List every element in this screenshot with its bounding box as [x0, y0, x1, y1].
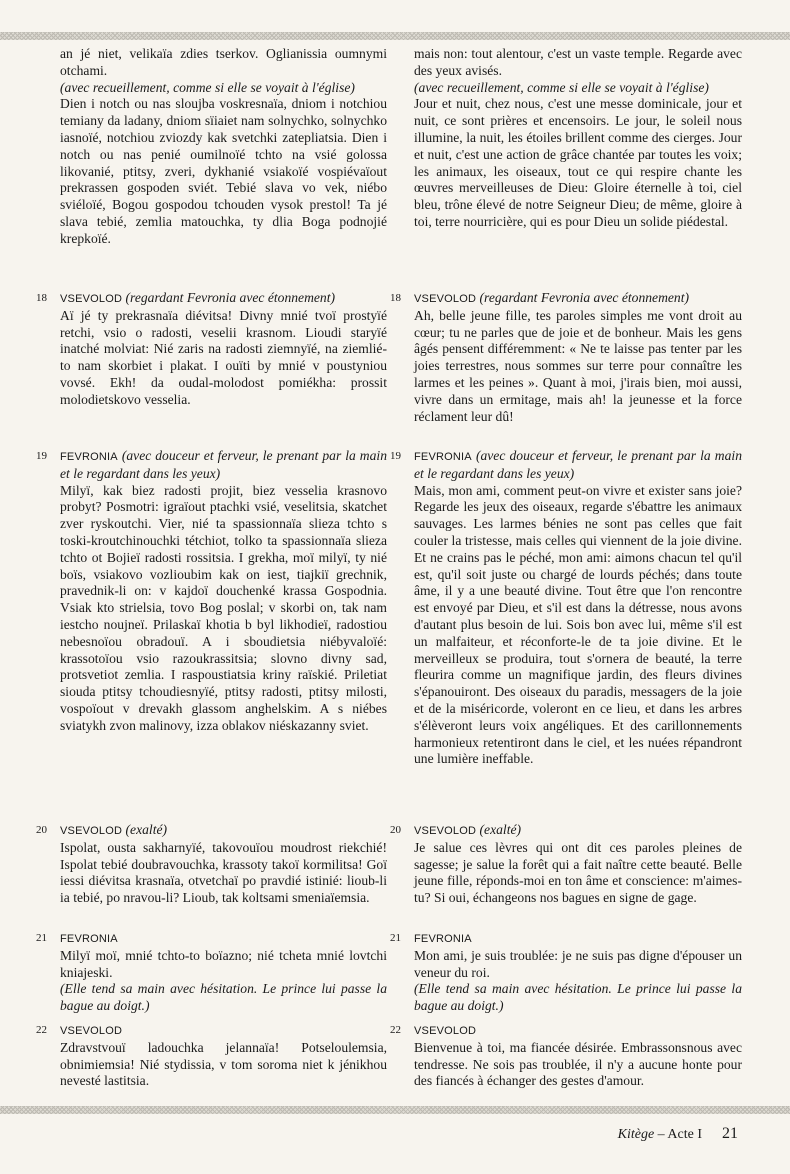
- stage-direction: (Elle tend sa main avec hésitation. Le prince lui passe la bague au doigt.): [414, 981, 742, 1014]
- dialogue-text: Je salue ces lèvres qui ont dit ces paroles pleines de sagesse; je salue la forêt qui a fait naître cette beauté. Belle jeune fille, réponds-moi en ton âme et conscience: m'aimes-tu? Si oui, échangeons nos bagues en signe de gage.: [414, 839, 742, 906]
- stage-direction: (Elle tend sa main avec hésitation. Le prince lui passe la bague au doigt.): [60, 981, 387, 1014]
- section-body: [60, 930, 387, 1015]
- right-section-20: [390, 822, 742, 907]
- stage-direction: (avec douceur et ferveur, le prenant par la main et le regardant dans les yeux): [60, 448, 387, 481]
- stage-direction: (exalté): [479, 822, 522, 837]
- stage-direction: (exalté): [125, 822, 168, 837]
- right-section-18: [390, 290, 742, 425]
- section-body: [60, 1022, 387, 1090]
- dialogue-text: Dien i notch ou nas sloujba voskresnaïa, dniom i notchiou temiany da ladany, dniom sïiaiet nam solnychko, solnychko iasnoïé, notchiou zviozdy kak svetchki zatepliatsia. Dien i notch ou nas penié oumilnoïé tchto na vsié golossa likovanié, ptitsy, zveri, dykhanié vsiakoïé vospiévaïout prekrassen gospoden sviét. Tebié slava vo vek, niébo sviéloïé, Bogou gospodou tchouden vysok prestol! Ta jé slava tebié, zemlia matouchka, ty dlia Boga podnojié krepkoïé.: [60, 96, 387, 246]
- speaker-line: [60, 930, 387, 948]
- speaker-line: [60, 822, 387, 840]
- speaker-line: [60, 290, 387, 308]
- dialogue-text: Ispolat, ousta sakharnyïé, takovouïou moudrost riekchié! Ispolat tebié doubravouchka, krassoty takoï kormilitsa! Goï iessi diévitsa krasnaïa, otvetchaï po pravdié istinié: lioub-li ia tebié, po nravou-li? Lioub, tak koltsami smeniaïemsia.: [60, 839, 387, 906]
- page-number: 21: [722, 1125, 738, 1142]
- stage-direction: (regardant Fevronia avec étonnement): [125, 290, 336, 305]
- top-border-band: [0, 32, 790, 40]
- speaker-line: [414, 448, 742, 483]
- section-body: [60, 448, 387, 735]
- left-section-21: [36, 930, 387, 1015]
- section-number: 22: [390, 1024, 401, 1036]
- stage-direction: (avec douceur et ferveur, le prenant par la main et le regardant dans les yeux): [414, 448, 742, 481]
- section-body: [60, 822, 387, 907]
- speaker-line: [414, 1022, 742, 1040]
- dialogue-text: an jé niet, velikaïa zdies tserkov. Oglianissia oumnymi otchami.: [60, 46, 387, 78]
- speaker-name: FEVRONIA: [414, 451, 472, 463]
- dialogue-text: Zdravstvouï ladouchka jelannaïa! Potseloulemsia, obnimiemsia! Nié stydissia, v tom soroma niet k jénikhou nevesté lastitsia.: [60, 1039, 387, 1089]
- speaker-name: FEVRONIA: [60, 933, 118, 945]
- section-number: 21: [36, 932, 47, 944]
- left-section-18: [36, 290, 387, 409]
- left-section-22: [36, 1022, 387, 1090]
- dialogue-text: Jour et nuit, chez nous, c'est une messe dominicale, jour et nuit, ce sont prières et encensoirs. Le jour, le soleil nous illumine, la nuit, les étoiles brillent comme des cierges. Jour et nuit, c'est une action de grâce chantée par toutes les voix; les animaux, les oiseaux, tout ce qui respire chante les œuvres merveilleuses de Dieu: Gloire éternelle à toi, ciel bleu, trône élevé de notre Seigneur Dieu; de même, gloire à toi, terre nourricière, qui es pour Dieu un solide piédestal.: [414, 96, 742, 229]
- dialogue-text: Ah, belle jeune fille, tes paroles simples me vont droit au cœur; tu ne parles que de joie et de bonheur. Mais les gens âgés pensent différemment: « Ne te laisse pas tenter par les joies terrestres, nous sommes sur terre pour connaître les larmes et les peines ». Quant à moi, j'irais bien, moi aussi, vivre dans un ermitage, mais ah! la jeunesse et la force réclament leur dû!: [414, 307, 742, 424]
- bottom-border-band: [0, 1106, 790, 1114]
- speaker-name: FEVRONIA: [60, 451, 118, 463]
- dialogue-text: Bienvenue à toi, ma fiancée désirée. Embrassonsnous avec tendresse. Ne sois pas troublée, il n'y a aucune honte pour des fiancés à échanger des gestes d'amour.: [414, 1039, 742, 1089]
- speaker-line: [414, 930, 742, 948]
- right-section-22: [390, 1022, 742, 1090]
- speaker-name: FEVRONIA: [414, 933, 472, 945]
- section-body: [414, 822, 742, 907]
- section-number: 21: [390, 932, 401, 944]
- speaker-name: VSEVOLOD: [414, 1025, 477, 1037]
- section-number: 20: [390, 824, 401, 836]
- section-body: [414, 448, 742, 768]
- left-section-19: [36, 448, 387, 735]
- right-section-19: [390, 448, 742, 768]
- section-body: [414, 290, 742, 425]
- speaker-name: VSEVOLOD: [60, 293, 123, 305]
- dialogue-text: Milyï, kak biez radosti projit, biez vesselia krasnovo probyt? Posmotri: igraïout ptachki vsié, veselitsia, skatchet zver ryskoutchi. Vier, nié ta spassionnaïa slieza tchto s toski-kroutchinouchki tétchiot, tolko ta spassionnaïa slieza tchto ot Bojieï radosti rossitsia. I grekha, moï milyï, ty nié boïs, vsiakovo vozlioubim kak on iest, tiajkiï grechnik, pravednik-li on: v kajdoï douchenké krassa Gospodnia. Vsiak kto strielsia, tovo Bog poslal; v skorbi on, tak nam iestcho noujneï. Prilaskaï khotia b byl likhodieï, radostiou nebesnoïou obradouï. A i sboudietsia niébyvaloïé: krassotoïou vsio razoukrassitsia; slovno divny sad, protsvetiot zemlia. I raspoustiatsia kriny raïskié. Priletiat siouda ptitsy tchoudiesnyïé, ptitsy radosti, ptitsy milosti, vospoïout v drevakh glassom anghelskim. A s niébes sviatykh zvon malinovy, izza oblakov niéskazanny sviet.: [60, 482, 387, 733]
- section-number: 18: [36, 292, 47, 304]
- section-number: 19: [390, 450, 401, 462]
- section-number: 20: [36, 824, 47, 836]
- speaker-name: VSEVOLOD: [60, 825, 123, 837]
- right-section-intro: [390, 46, 742, 231]
- section-body: [414, 46, 742, 231]
- section-number: 22: [36, 1024, 47, 1036]
- right-section-21: [390, 930, 742, 1015]
- speaker-name: VSEVOLOD: [414, 293, 477, 305]
- speaker-line: [60, 1022, 387, 1040]
- dialogue-text: Mais, mon ami, comment peut-on vivre et exister sans joie? Regarde les jeux des oiseaux, regarde s'ébattre les animaux sauvages. Les larmes bénies ne sont pas celles que fait couler la tristesse, mais celles qui viennent de la joie divine. Et ne crains pas le péché, mon ami: aimons chacun tel qu'il est, qu'il soit juste ou chargé de lourds péchés; dans toute âme, il y a une beauté divine. Tout être que l'on rencontre est envoyé par Dieu, et s'il est dans la détresse, nous avons d'autant plus besoin de lui. Sois bon avec lui, même s'il est un malfaiteur, et réconforte-le de ta joie divine. Et le merveilleux se produira, tout s'ornera de beauté, la terre fleurira comme un magnifique jardin, des fleurs divines s'épanouiront. Des oiseaux du paradis, messagers de la joie et de la miséricorde, voleront en ce lieu, et dans les arbres s'élèveront leurs voix angéliques. Et des carillonnements harmonieux retentiront dans le ciel, et les nuées répandront une lumière ineffable.: [414, 482, 742, 767]
- dialogue-text: Aï jé ty prekrasnaïa diévitsa! Divny mnié tvoï prostyïé retchi, vsio o radosti, veselii krasnom. Lioudi staryïé inatché molviat: Nié zaris na radosti ziemnyïé, na ziemlié-to nam skorbiet i plakat. I ouïti by mnié v poustyniou vovsé. Ekh! da oudal-molodost pomiékha: prossit molodietskovo vesselia.: [60, 307, 387, 407]
- footer-title: Kitège: [617, 1127, 655, 1142]
- section-number: 19: [36, 450, 47, 462]
- speaker-name: VSEVOLOD: [414, 825, 477, 837]
- section-body: [60, 46, 387, 248]
- section-body: [414, 930, 742, 1015]
- page-footer: [618, 1125, 738, 1143]
- stage-direction: (avec recueillement, comme si elle se voyait à l'église): [414, 79, 709, 95]
- speaker-name: VSEVOLOD: [60, 1025, 123, 1037]
- left-section-20: [36, 822, 387, 907]
- speaker-line: [414, 822, 742, 840]
- section-number: 18: [390, 292, 401, 304]
- speaker-line: [414, 290, 742, 308]
- speaker-line: [60, 448, 387, 483]
- stage-direction: (regardant Fevronia avec étonnement): [479, 290, 690, 305]
- dialogue-text: Mon ami, je suis troublée: je ne suis pas digne d'épouser un veneur du roi.: [414, 947, 742, 980]
- section-body: [60, 290, 387, 409]
- footer-separator: –: [654, 1127, 668, 1142]
- dialogue-text: mais non: tout alentour, c'est un vaste temple. Regarde avec des yeux avisés.: [414, 46, 742, 78]
- dialogue-text: Milyï moï, mnié tchto-to boïazno; nié tcheta mnié lovtchi kniajeski.: [60, 947, 387, 980]
- footer-act: Acte I: [667, 1127, 702, 1142]
- left-section-intro: [36, 46, 387, 248]
- stage-direction: (avec recueillement, comme si elle se voyait à l'église): [60, 79, 355, 95]
- section-body: [414, 1022, 742, 1090]
